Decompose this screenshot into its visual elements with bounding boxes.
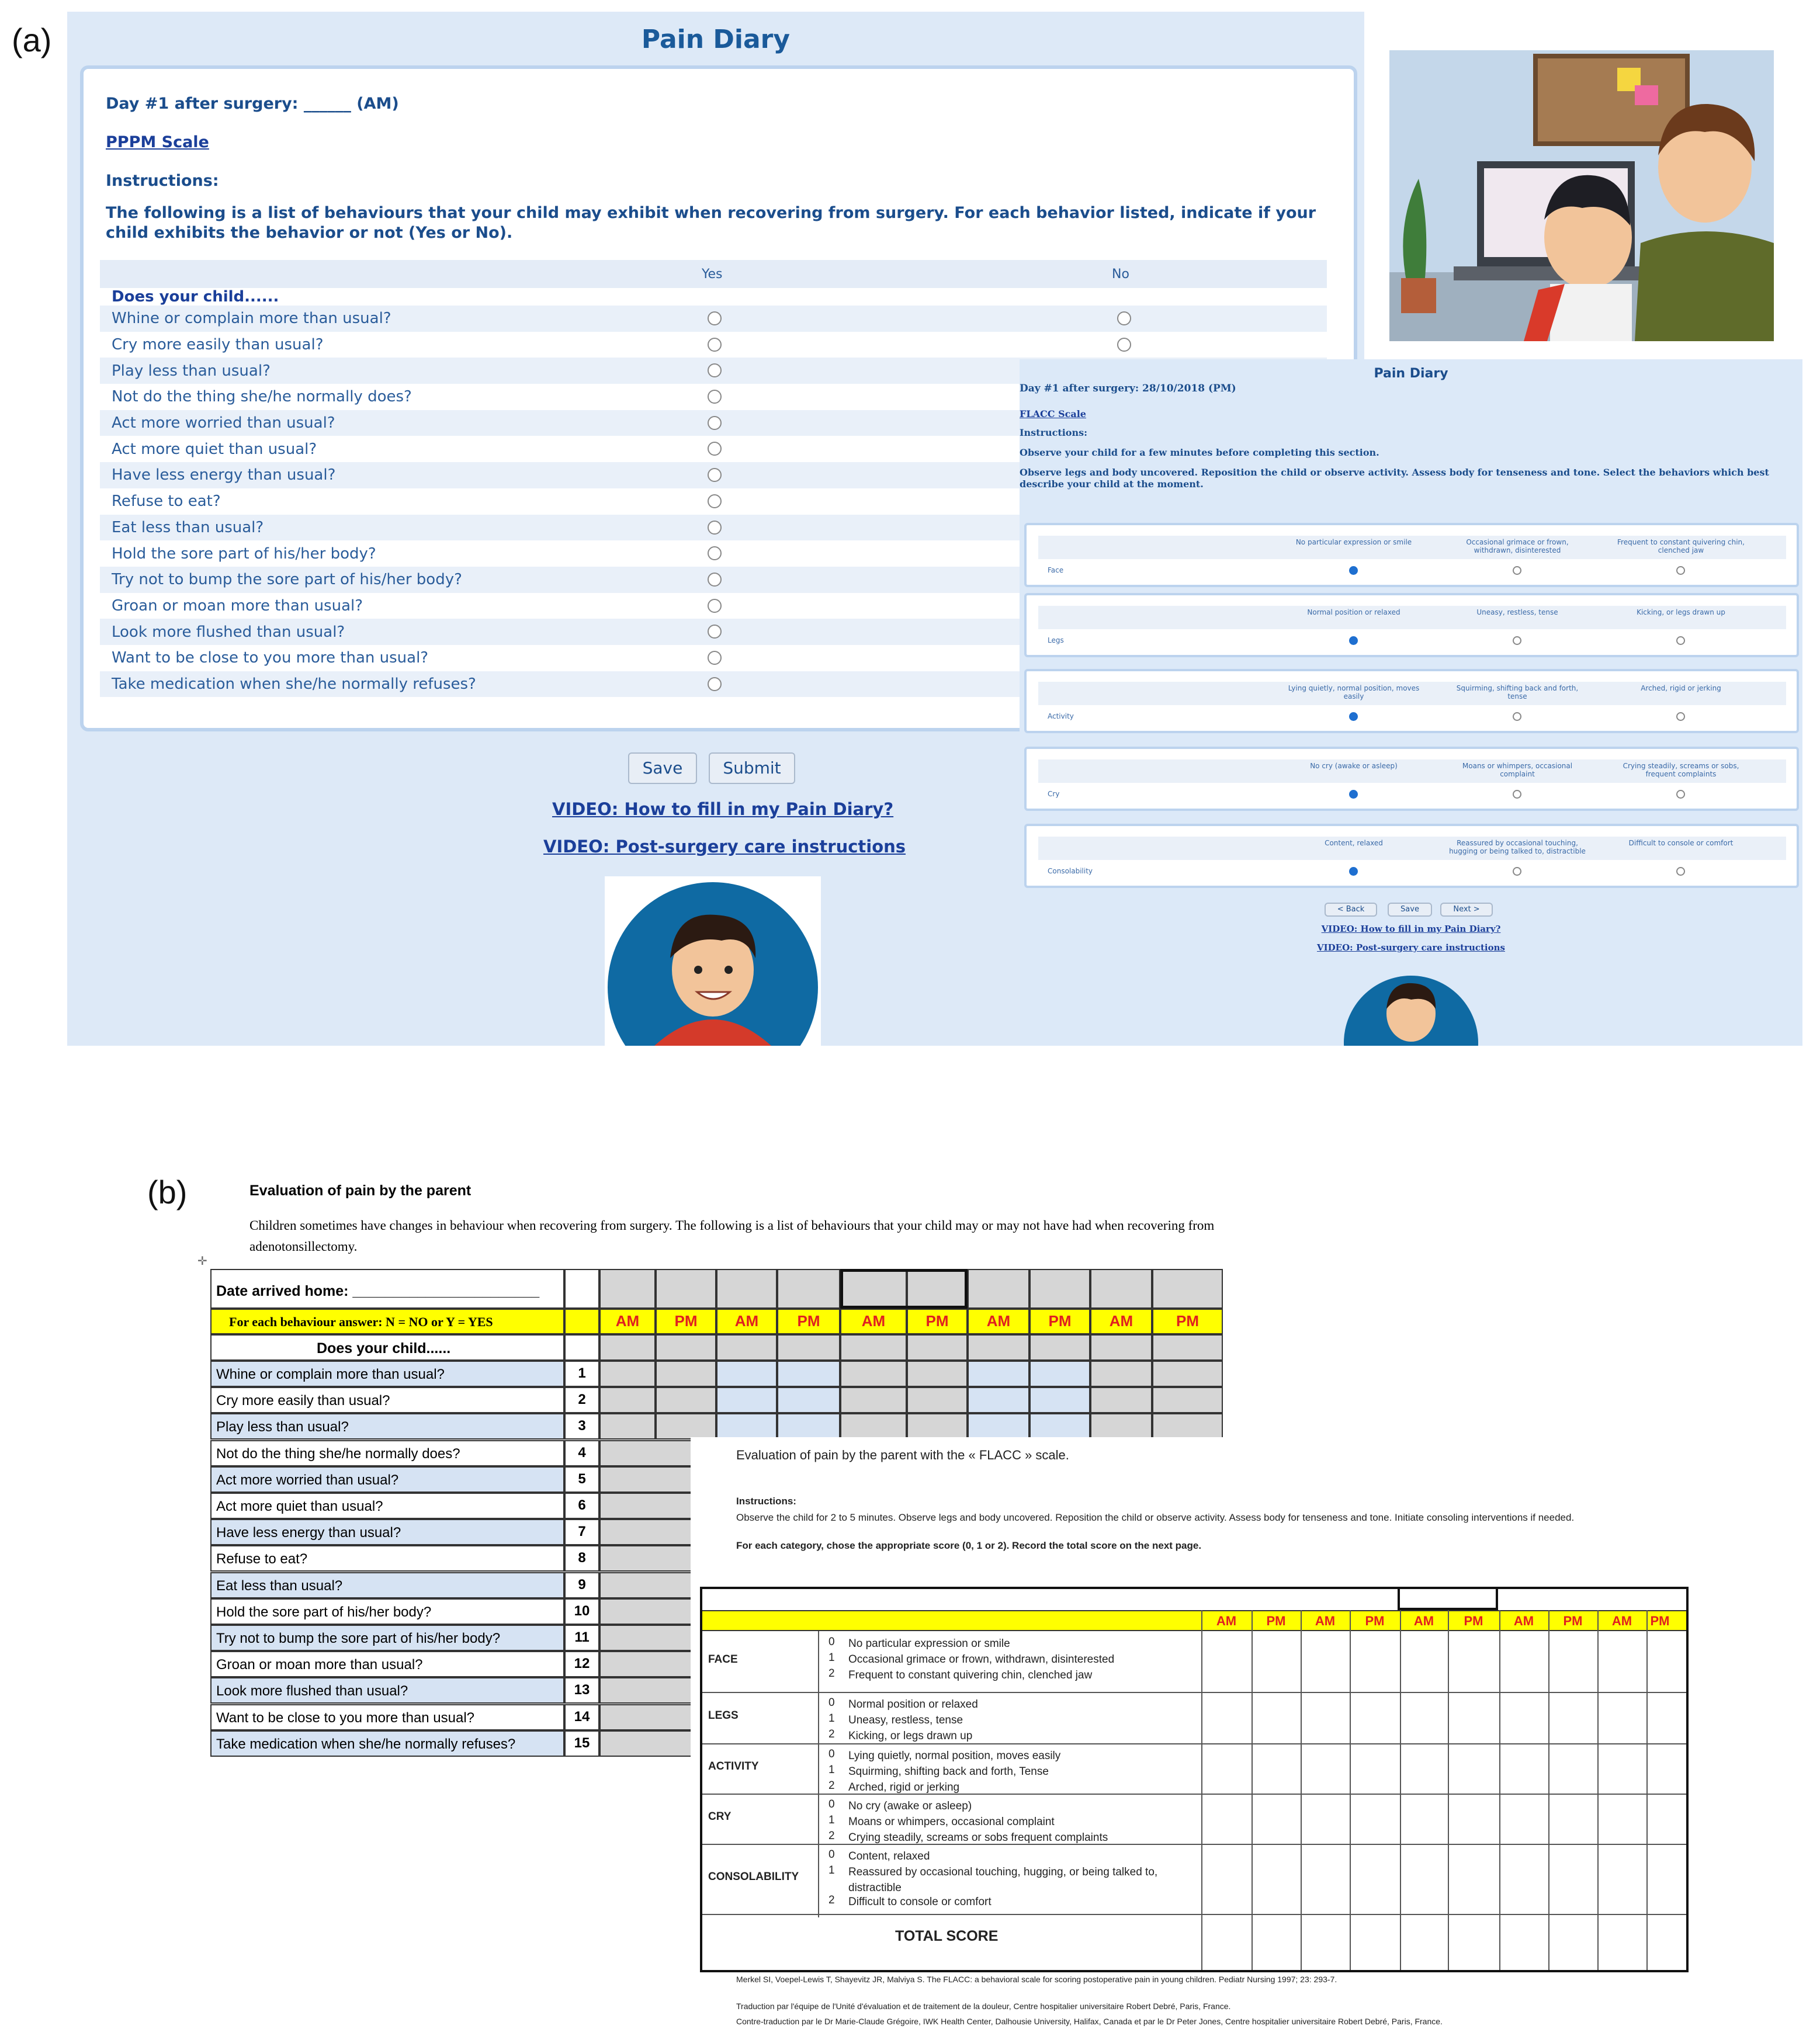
row-number: 10 (564, 1598, 599, 1625)
answer-cell[interactable] (840, 1361, 907, 1387)
column-divider (1548, 1610, 1549, 1970)
behaviour-question: Try not to bump the sore part of his/her body? (210, 1625, 564, 1651)
yes-header: Yes (702, 267, 723, 282)
row-number: 14 (564, 1704, 599, 1730)
row-number: 13 (564, 1677, 599, 1704)
flacc-sheet-instr2: For each category, chose the appropriate score (0, 1 or 2). Record the total score on the next page. (736, 1540, 1202, 1551)
behaviour-question: Have less energy than usual? (210, 1519, 564, 1545)
question-text: Hold the sore part of his/her body? (112, 544, 376, 563)
day-header-cell[interactable] (968, 1269, 1029, 1309)
row-number: 1 (564, 1361, 599, 1387)
score-number: 0 (828, 1697, 835, 1709)
category-option-label: Normal position or relaxed (1307, 608, 1400, 616)
row-number: 4 (564, 1440, 599, 1466)
flacc-video-link-1[interactable]: VIDEO: How to fill in my Pain Diary? (1321, 924, 1501, 934)
flacc-video-link-2[interactable]: VIDEO: Post-surgery care instructions (1317, 942, 1505, 953)
score-description: No particular expression or smile (848, 1638, 1010, 1650)
answer-cell[interactable] (968, 1387, 1029, 1413)
ampm-cell: AM (1216, 1614, 1237, 1628)
reference-1: Merkel SI, Voepel-Lewis T, Shayevitz JR, Malviya S. The FLACC: a behavioral scale for scoring postoperative pain in young children. Pediatr Nursing 1997; 23: 293-7. (736, 1975, 1337, 1984)
column-divider (1646, 1610, 1648, 1970)
yes-radio[interactable] (708, 651, 722, 665)
pppm-title: Pain Diary (641, 25, 791, 54)
boy-avatar-icon (605, 876, 821, 1046)
no-header: No (1112, 267, 1129, 282)
flacc-category-box (1024, 593, 1799, 657)
category-option-label: No particular expression or smile (1295, 538, 1412, 546)
video-link-fill-diary[interactable]: VIDEO: How to fill in my Pain Diary? (552, 799, 894, 819)
category-name: Activity (1048, 712, 1074, 720)
no-radio[interactable] (1117, 338, 1131, 352)
category-option-label: Crying steadily, screams or sobs, frequent complaints (1623, 762, 1739, 778)
behaviour-question: Refuse to eat? (210, 1545, 564, 1572)
score-description: Moans or whimpers, occasional complaint (848, 1816, 1055, 1828)
yes-radio[interactable] (708, 599, 722, 613)
ampm-cell: AM (840, 1309, 907, 1334)
category-option-label: Arched, rigid or jerking (1641, 684, 1721, 692)
ampm-cell: AM (1513, 1614, 1534, 1628)
category-option-label: Moans or whimpers, occasional complaint (1462, 762, 1573, 778)
question-text: Play less than usual? (112, 362, 271, 380)
score-number: 1 (828, 1712, 835, 1725)
answer-cell[interactable] (716, 1387, 777, 1413)
behaviour-question: Look more flushed than usual? (210, 1677, 564, 1704)
score-number: 0 (828, 1798, 835, 1810)
answer-cell[interactable] (840, 1334, 907, 1361)
flacc-sheet-instr1: Observe the child for 2 to 5 minutes. Observe legs and body uncovered. Reposition the child or observe activity. Assess body for tenseness and tone. Initiate consoling interventions if needed. (736, 1512, 1575, 1523)
category-option-radio[interactable] (1676, 712, 1685, 721)
flacc-category-name: LEGS (708, 1709, 739, 1722)
category-option-label: Reassured by occasional touching, hugging or being talked to, distractible (1449, 839, 1586, 855)
question-header: Does your child...... (112, 288, 279, 306)
answer-cell[interactable] (1090, 1413, 1152, 1440)
paper-flacc-sheet (691, 1437, 1713, 2039)
answer-cell[interactable] (907, 1361, 968, 1387)
score-number: 1 (828, 1814, 835, 1826)
score-number: 1 (828, 1764, 835, 1776)
day-header-cell[interactable] (1029, 1269, 1090, 1309)
behaviour-question: Groan or moan more than usual? (210, 1651, 564, 1677)
question-row (100, 332, 1327, 358)
answer-cell[interactable] (1029, 1361, 1090, 1387)
flacc-instr1: Observe your child for a few minutes before completing this section. (1020, 447, 1379, 458)
row-number: 5 (564, 1466, 599, 1493)
yes-radio[interactable] (708, 573, 722, 587)
flacc-category-box (1024, 824, 1799, 888)
question-text: Have less energy than usual? (112, 466, 336, 484)
yes-radio[interactable] (708, 363, 722, 377)
score-description: Kicking, or legs drawn up (848, 1730, 973, 1742)
flacc-app-screenshot (1020, 359, 1802, 1046)
answer-cell[interactable] (777, 1413, 840, 1440)
yes-radio[interactable] (708, 390, 722, 404)
answer-cell[interactable] (1029, 1334, 1090, 1361)
cartoon-parent-child-illustration (1389, 50, 1774, 341)
category-option-label: Kicking, or legs drawn up (1637, 608, 1725, 616)
flacc-save-button[interactable]: Save (1388, 903, 1432, 917)
category-option-radio[interactable] (1676, 867, 1685, 876)
table-header (100, 260, 1327, 288)
instructions-text: The following is a list of behaviours that your child may exhibit when recovering from surgery. For each behavior listed, indicate if your child exhibits the behavior or not (Yes or No). (106, 204, 1316, 242)
category-row-divider (702, 1914, 1686, 1915)
answer-cell[interactable] (777, 1361, 840, 1387)
category-option-radio[interactable] (1349, 867, 1358, 876)
ampm-cell: PM (907, 1309, 968, 1334)
category-option-label: Content, relaxed (1325, 839, 1383, 847)
day-header-cell[interactable] (656, 1269, 716, 1309)
category-option-label: Occasional grimace or frown, withdrawn, disinterested (1466, 538, 1569, 554)
ampm-cell: PM (1029, 1309, 1090, 1334)
score-number: 0 (828, 1636, 835, 1648)
question-text: Groan or moan more than usual? (112, 596, 363, 615)
no-radio[interactable] (1117, 311, 1131, 325)
score-number: 0 (828, 1848, 835, 1861)
question-text: Whine or complain more than usual? (112, 310, 391, 328)
flacc-scale-link[interactable]: FLACC Scale (1020, 408, 1086, 419)
category-option-radio[interactable] (1349, 636, 1358, 645)
answer-cell[interactable] (1152, 1387, 1223, 1413)
ampm-cell: AM (716, 1309, 777, 1334)
row-number: 7 (564, 1519, 599, 1545)
answer-cell[interactable] (599, 1334, 656, 1361)
answer-cell[interactable] (968, 1334, 1029, 1361)
yes-radio[interactable] (708, 311, 722, 325)
ampm-cell: AM (1611, 1614, 1632, 1628)
flacc-category-box (1024, 523, 1799, 587)
answer-cell[interactable] (968, 1361, 1029, 1387)
answer-cell[interactable] (656, 1413, 716, 1440)
video-link-post-surgery[interactable]: VIDEO: Post-surgery care instructions (543, 837, 906, 856)
selected-day-highlight (840, 1269, 968, 1309)
answer-cell[interactable] (777, 1334, 840, 1361)
does-your-child-header: Does your child...... (210, 1334, 564, 1361)
score-description: Difficult to console or comfort (848, 1896, 992, 1908)
answer-cell[interactable] (907, 1413, 968, 1440)
column-divider (1597, 1610, 1599, 1970)
ampm-cell: PM (656, 1309, 716, 1334)
question-row (100, 306, 1327, 332)
category-option-label: Frequent to constant quivering chin, clenched jaw (1617, 538, 1745, 554)
flacc-sheet-title: Evaluation of pain by the parent with the « FLACC » scale. (736, 1448, 1069, 1462)
category-divider (818, 1631, 819, 1917)
category-option-radio[interactable] (1349, 712, 1358, 721)
ampm-cell: PM (777, 1309, 840, 1334)
panel-b-label: (b) (147, 1174, 188, 1210)
category-option-radio[interactable] (1676, 636, 1685, 645)
row-number: 8 (564, 1545, 599, 1572)
answer-cell[interactable] (907, 1334, 968, 1361)
category-name: Cry (1048, 790, 1060, 798)
date-arrived-cell: Date arrived home: _______________________ (210, 1269, 564, 1309)
avatar (605, 876, 821, 1046)
answer-cell[interactable] (968, 1413, 1029, 1440)
ampm-cell: PM (1650, 1614, 1670, 1628)
flacc-category-name: ACTIVITY (708, 1760, 759, 1773)
day-line: Day #1 after surgery: ______ (AM) (106, 95, 399, 113)
score-description: Uneasy, restless, tense (848, 1714, 963, 1726)
score-description: Frequent to constant quivering chin, clenched jaw (848, 1669, 1093, 1681)
reference-3: Contre-traduction par le Dr Marie-Claude Grégoire, IWK Health Center, Dalhousie University, Halifax, Canada et par le Dr Peter Jones, Centre hospitalier universitaire Robert Debré, Paris, France. (736, 2017, 1443, 2026)
category-option-radio[interactable] (1513, 712, 1521, 721)
answer-cell[interactable] (840, 1387, 907, 1413)
score-number: 1 (828, 1864, 835, 1876)
day-header-cell[interactable] (777, 1269, 840, 1309)
behaviour-question: Want to be close to you more than usual? (210, 1704, 564, 1730)
day-header-cell[interactable] (1090, 1269, 1152, 1309)
ampm-cell: AM (1413, 1614, 1434, 1628)
question-text: Refuse to eat? (112, 492, 221, 511)
category-name: Consolability (1048, 867, 1093, 875)
behaviour-question: Not do the thing she/he normally does? (210, 1440, 564, 1466)
answer-cell[interactable] (656, 1387, 716, 1413)
question-text: Look more flushed than usual? (112, 623, 345, 641)
day-header-cell[interactable] (1152, 1269, 1223, 1309)
flacc-avatar (1341, 961, 1481, 1046)
save-button[interactable]: Save (628, 752, 697, 784)
category-option-label: No cry (awake or asleep) (1310, 762, 1398, 770)
flacc-category-name: CONSOLABILITY (708, 1871, 799, 1883)
category-option-radio[interactable] (1676, 790, 1685, 799)
category-option-label: Squirming, shifting back and forth, tense (1456, 684, 1579, 700)
row-number: 11 (564, 1625, 599, 1651)
question-text: Take medication when she/he normally refuses? (112, 675, 476, 693)
answer-cell[interactable] (840, 1413, 907, 1440)
column-divider (1201, 1610, 1202, 1970)
ampm-cell: PM (1563, 1614, 1583, 1628)
answer-cell[interactable] (1090, 1387, 1152, 1413)
category-option-radio[interactable] (1513, 867, 1521, 876)
question-text: Act more worried than usual? (112, 414, 335, 432)
score-description: Reassured by occasional touching, hugging, or being talked to, distractible (848, 1866, 1158, 1894)
score-number: 2 (828, 1780, 835, 1792)
move-handle-icon[interactable]: ✛ (197, 1254, 207, 1268)
yes-radio[interactable] (708, 521, 722, 535)
paper-pppm-intro: Children sometimes have changes in behaviour when recovering from surgery. The following is a list of behaviours that your child may or may not have had when recovering from adenotonsillectomy. (249, 1218, 1215, 1254)
answer-cell[interactable] (1090, 1334, 1152, 1361)
ampm-cell: AM (968, 1309, 1029, 1334)
day-header-cell[interactable] (716, 1269, 777, 1309)
ampm-cell: AM (1090, 1309, 1152, 1334)
category-option-label: Lying quietly, normal position, moves easily (1288, 684, 1420, 700)
behaviour-question: Play less than usual? (210, 1413, 564, 1440)
score-description: Arched, rigid or jerking (848, 1781, 960, 1794)
score-description: No cry (awake or asleep) (848, 1800, 972, 1812)
flacc-category-name: CRY (708, 1810, 732, 1823)
flacc-category-box (1024, 747, 1799, 811)
answer-cell[interactable] (907, 1387, 968, 1413)
category-row-divider (702, 1692, 1686, 1693)
answer-instruction-cell: For each behaviour answer: N = NO or Y = YES (210, 1309, 564, 1334)
pppm-scale-link[interactable]: PPPM Scale (106, 133, 209, 151)
score-description: Crying steadily, screams or sobs frequent complaints (848, 1832, 1108, 1844)
behaviour-question: Whine or complain more than usual? (210, 1361, 564, 1387)
behaviour-question: Hold the sore part of his/her body? (210, 1598, 564, 1625)
score-description: Normal position or relaxed (848, 1698, 978, 1711)
answer-cell[interactable] (716, 1334, 777, 1361)
score-description: Content, relaxed (848, 1850, 930, 1862)
category-option-radio[interactable] (1513, 636, 1521, 645)
question-text: Act more quiet than usual? (112, 440, 317, 458)
day-header-cell[interactable] (599, 1269, 656, 1309)
reference-2: Traduction par l'équipe de l'Unité d'évaluation et de traitement de la douleur, Centre hospitalier universitaire Robert Debré, Paris, France. (736, 2002, 1231, 2011)
yes-radio[interactable] (708, 677, 722, 691)
column-divider (1252, 1610, 1253, 1970)
ampm-cell: AM (1315, 1614, 1336, 1628)
category-option-radio[interactable] (1349, 790, 1358, 799)
answer-cell[interactable] (656, 1334, 716, 1361)
ampm-cell: AM (599, 1309, 656, 1334)
panel-a-label: (a) (12, 22, 52, 58)
category-option-label: Difficult to console or comfort (1628, 839, 1734, 847)
flacc-day-line: Day #1 after surgery: 28/10/2018 (PM) (1020, 383, 1236, 394)
ampm-cell: PM (1152, 1309, 1223, 1334)
question-text: Want to be close to you more than usual? (112, 649, 429, 667)
flacc-title: Pain Diary (1374, 366, 1448, 381)
blank-cell[interactable] (564, 1269, 599, 1309)
score-number: 2 (828, 1894, 835, 1906)
column-divider (1350, 1610, 1351, 1970)
answer-cell[interactable] (716, 1361, 777, 1387)
answer-cell[interactable] (599, 1413, 656, 1440)
score-description: Lying quietly, normal position, moves easily (848, 1750, 1061, 1762)
score-number: 0 (828, 1748, 835, 1760)
row-number: 2 (564, 1387, 599, 1413)
answer-cell[interactable] (1090, 1361, 1152, 1387)
flacc-sheet-instructions-label: Instructions: (736, 1496, 796, 1507)
behaviour-question: Act more quiet than usual? (210, 1493, 564, 1519)
category-name: Legs (1048, 636, 1064, 644)
yes-radio[interactable] (708, 468, 722, 482)
behaviour-question: Eat less than usual? (210, 1572, 564, 1598)
score-number: 2 (828, 1728, 835, 1740)
ampm-cell: PM (1464, 1614, 1483, 1628)
selected-day-highlight (1398, 1587, 1498, 1610)
answer-cell[interactable] (1029, 1387, 1090, 1413)
score-number: 1 (828, 1652, 835, 1664)
yes-radio[interactable] (708, 494, 722, 508)
instructions-label: Instructions: (106, 172, 219, 190)
question-text: Cry more easily than usual? (112, 336, 324, 354)
category-option-radio[interactable] (1676, 566, 1685, 575)
submit-button[interactable]: Submit (709, 752, 795, 784)
next-button[interactable]: Next > (1440, 903, 1493, 917)
answer-cell[interactable] (777, 1387, 840, 1413)
back-button[interactable]: < Back (1325, 903, 1377, 917)
row-number: 12 (564, 1651, 599, 1677)
yes-radio[interactable] (708, 442, 722, 456)
yes-radio[interactable] (708, 338, 722, 352)
behaviour-question: Take medication when she/he normally refuses? (210, 1730, 564, 1757)
category-option-radio[interactable] (1513, 566, 1521, 575)
question-text: Try not to bump the sore part of his/her body? (112, 571, 462, 589)
category-name: Face (1048, 566, 1064, 574)
row-number: 6 (564, 1493, 599, 1519)
answer-cell[interactable] (1029, 1413, 1090, 1440)
boy-avatar-small-icon (1341, 961, 1481, 1046)
score-number: 2 (828, 1667, 835, 1680)
category-option-radio[interactable] (1349, 566, 1358, 575)
answer-cell[interactable] (599, 1387, 656, 1413)
question-text: Eat less than usual? (112, 518, 264, 536)
category-option-label: Uneasy, restless, tense (1476, 608, 1558, 616)
answer-cell[interactable] (716, 1413, 777, 1440)
yes-radio[interactable] (708, 416, 722, 430)
flacc-category-name: FACE (708, 1653, 738, 1666)
blank-cell[interactable] (564, 1309, 599, 1334)
row-number: 15 (564, 1730, 599, 1757)
total-score-label: TOTAL SCORE (895, 1928, 999, 1944)
flacc-category-box (1024, 669, 1799, 733)
row-number: 9 (564, 1572, 599, 1598)
column-divider (1400, 1610, 1401, 1970)
ampm-cell: PM (1365, 1614, 1385, 1628)
column-divider (1499, 1610, 1500, 1970)
yes-radio[interactable] (708, 625, 722, 639)
blank-cell[interactable] (564, 1334, 599, 1361)
score-number: 2 (828, 1830, 835, 1842)
flacc-instr2: Observe legs and body uncovered. Reposition the child or observe activity. Assess body for tenseness and tone. Select the behaviors which best describe your child at the moment. (1020, 467, 1769, 490)
question-text: Not do the thing she/he normally does? (112, 388, 412, 406)
score-description: Occasional grimace or frown, withdrawn, disinterested (848, 1653, 1115, 1666)
column-divider (1448, 1610, 1449, 1970)
behaviour-question: Act more worried than usual? (210, 1466, 564, 1493)
column-divider (1301, 1610, 1302, 1970)
yes-radio[interactable] (708, 546, 722, 560)
answer-cell[interactable] (1152, 1334, 1223, 1361)
score-description: Squirming, shifting back and forth, Tense (848, 1765, 1049, 1778)
ampm-cell: PM (1266, 1614, 1286, 1628)
paper-pppm-title: Evaluation of pain by the parent (249, 1182, 472, 1199)
answer-cell[interactable] (1152, 1413, 1223, 1440)
answer-cell[interactable] (656, 1361, 716, 1387)
answer-cell[interactable] (1152, 1361, 1223, 1387)
row-number: 3 (564, 1413, 599, 1440)
answer-cell[interactable] (599, 1361, 656, 1387)
behaviour-question: Cry more easily than usual? (210, 1387, 564, 1413)
category-option-radio[interactable] (1513, 790, 1521, 799)
flacc-instructions-label: Instructions: (1020, 427, 1088, 438)
